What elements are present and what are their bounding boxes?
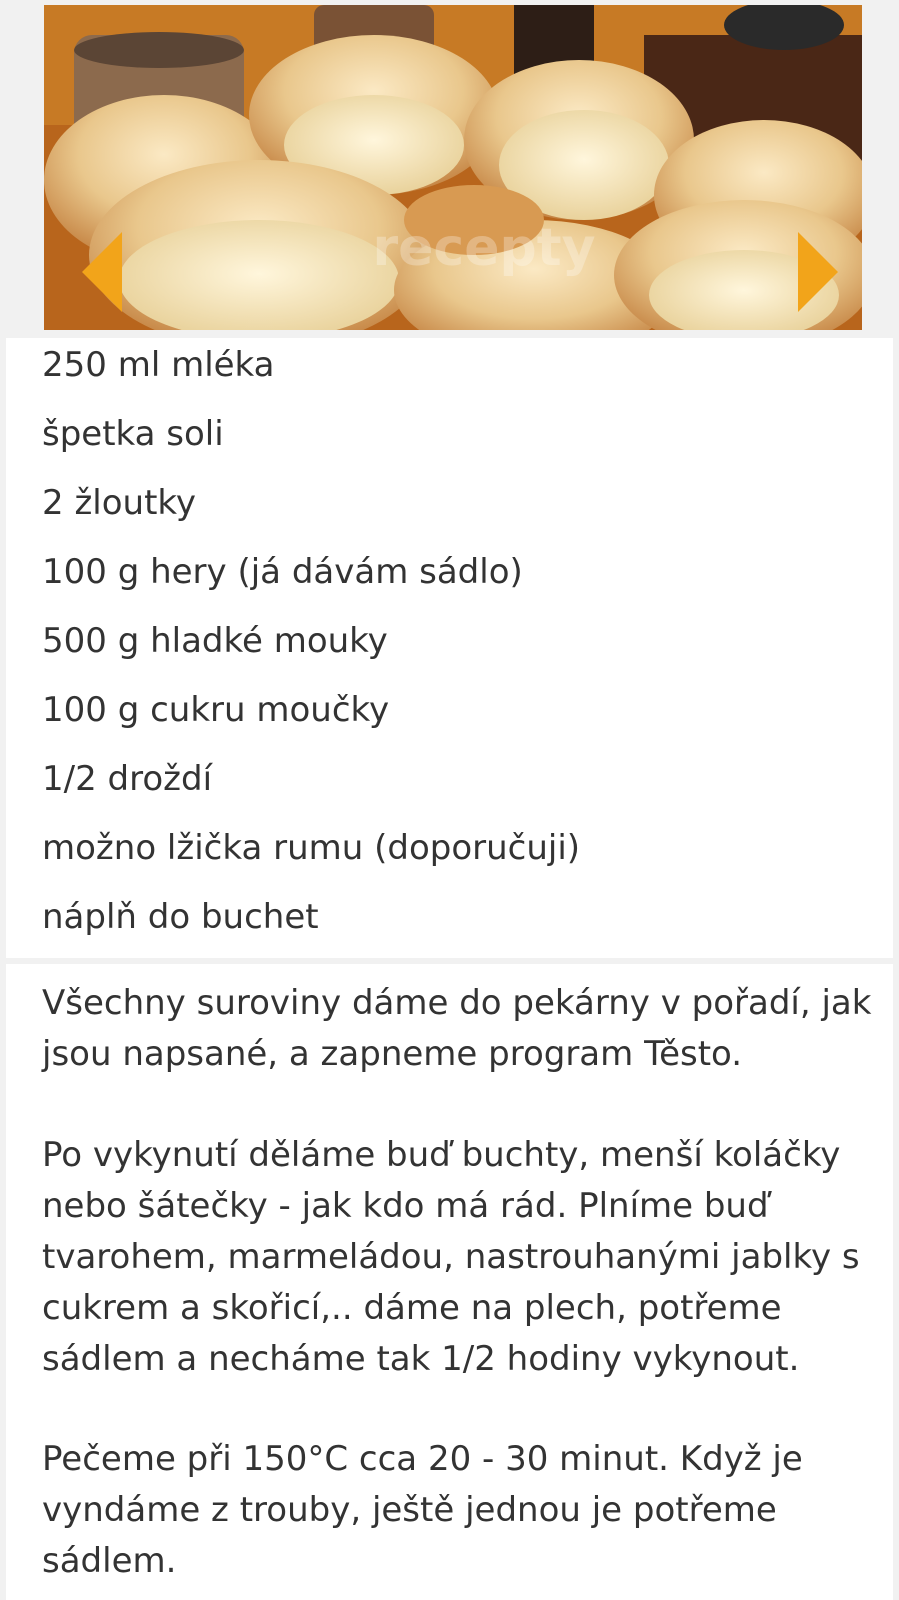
ingredient-item: 250 ml mléka: [42, 345, 275, 385]
instruction-step: Všechny suroviny dáme do pekárny v pořadí, jak jsou napsané, a zapneme program Těsto.: [42, 983, 872, 1074]
ingredient-item: 1/2 droždí: [42, 759, 213, 799]
recipe-photo: [44, 5, 862, 330]
ingredient-item: náplň do buchet: [42, 897, 319, 937]
instruction-step: Po vykynutí děláme buď buchty, menší koláčky nebo šátečky - jak kdo má rád. Plníme buď tvarohem, marmeládou, nastrouhanými jablky s cukrem a skořicí,.. dáme na plech, potřeme sádlem a necháme tak 1/2 hodiny vykynout.: [42, 1135, 860, 1379]
ingredient-item: 100 g hery (já dávám sádlo): [42, 552, 523, 592]
ingredient-item: 2 žloutky: [42, 483, 197, 523]
carousel-next-button[interactable]: [794, 232, 838, 312]
ingredients-card: [6, 338, 893, 958]
photo-carousel[interactable]: [44, 5, 862, 330]
instruction-step: Pečeme při 150°C cca 20 - 30 minut. Když je vyndáme z trouby, ještě jednou je potřeme sádlem.: [42, 1439, 803, 1581]
ingredient-item: špetka soli: [42, 414, 224, 454]
ingredient-item: možno lžička rumu (doporučuji): [42, 828, 581, 868]
photo-watermark: recepty: [372, 218, 596, 278]
instructions-card: [6, 964, 893, 1600]
carousel-prev-button[interactable]: [82, 232, 126, 312]
ingredient-item: 500 g hladké mouky: [42, 621, 388, 661]
chevron-right-icon: [794, 232, 838, 312]
chevron-left-icon: [82, 232, 126, 312]
ingredient-item: 100 g cukru moučky: [42, 690, 390, 730]
